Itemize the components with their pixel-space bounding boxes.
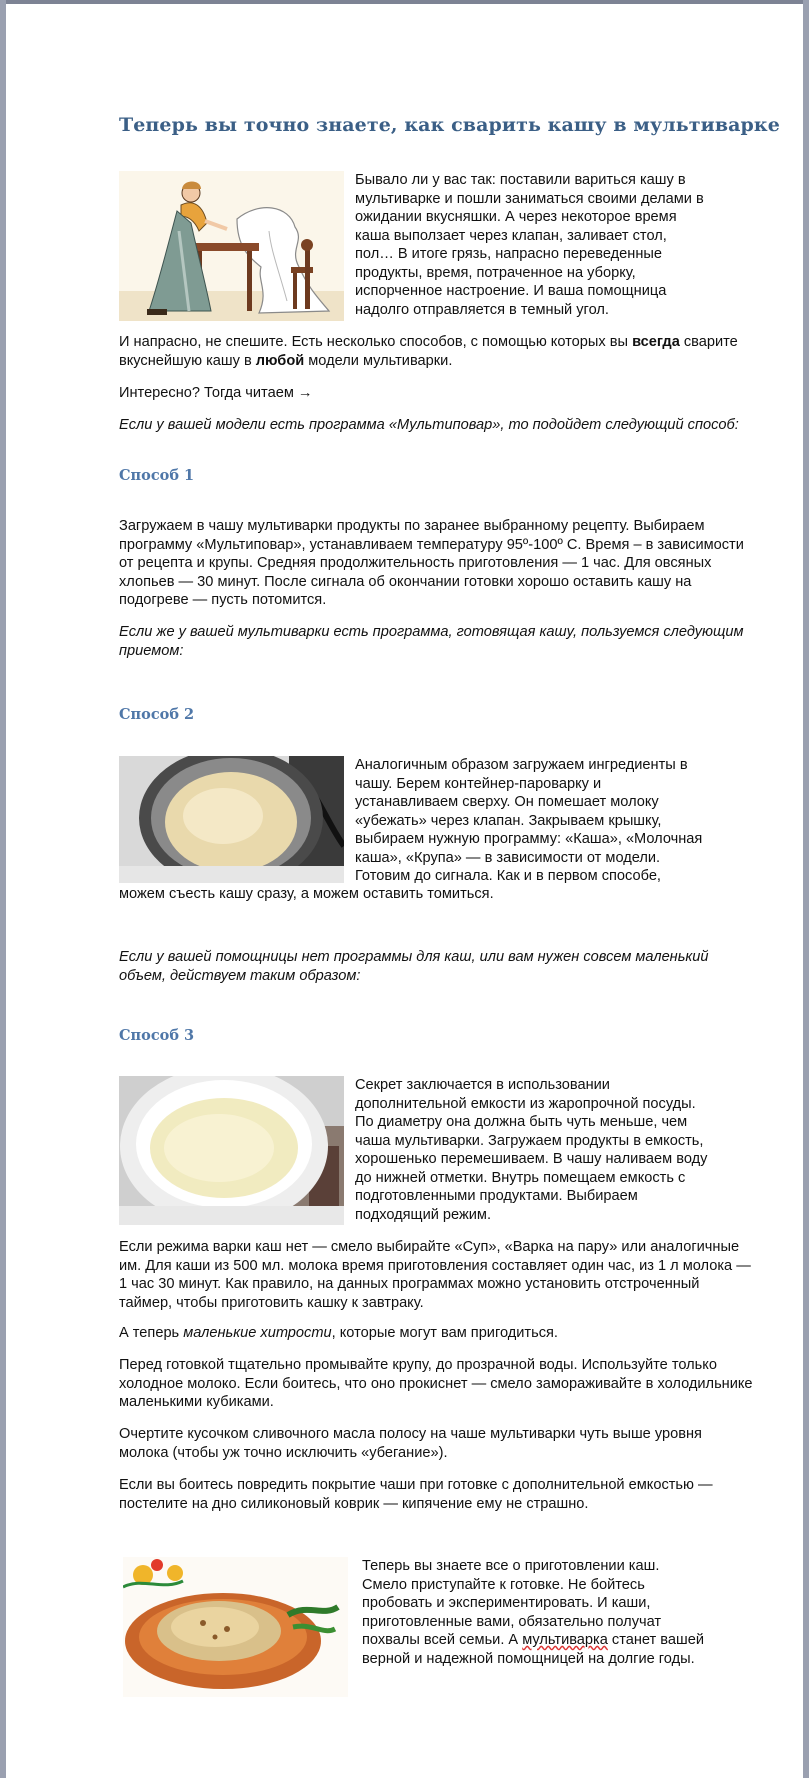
page-title: Теперь вы точно знаете, как сварить кашу в мультиварке xyxy=(119,114,780,136)
method-2-tail: можем съесть кашу сразу, а можем оставить томиться. xyxy=(119,886,494,902)
tip-3: Если вы боитесь повредить покрытие чаши при готовке с дополнительной емкостью — постелите на дно силиконовый коврик — кипячение ему не страшно. xyxy=(119,1477,713,1512)
method-3-line: до нижней отметки. Внутрь помещаем емкость с xyxy=(355,1169,686,1186)
method-2-line: выбираем нужную программу: «Каша», «Молочная xyxy=(355,831,703,847)
method-3-line: подходящий режим. xyxy=(355,1206,491,1223)
method-3-line: дополнительной емкости из жаропрочной посуды. xyxy=(355,1095,696,1112)
method-3-line: хорошенько перемешиваем. В чашу наливаем воду xyxy=(355,1151,708,1167)
method-3-after: Если режима варки каш нет — смело выбирайте «Суп», «Варка на пару» или аналогичные им. Для каши из 500 мл. молока время приготовления составляет один час, из 1 л молока — 1 час 30 минут. Как правило, на данных программах можно установить отстроченный таймер, чтобы приготовить кашку к завтраку. xyxy=(119,1239,751,1311)
porridge-plate-icon xyxy=(123,1557,348,1697)
method-3-line: По диаметру она должна быть чуть меньше, чем xyxy=(355,1114,688,1130)
outro-line: приготовленные вами, обязательно получат xyxy=(362,1613,662,1630)
intro-line: мультиварке и пошли заниматься своими делами в xyxy=(355,190,704,207)
cook-illustration-icon xyxy=(119,171,344,321)
method-2-line: устанавливаем сверху. Он помешает молоку xyxy=(355,794,659,810)
multicooker-bowl-icon xyxy=(119,1076,344,1225)
intro-paragraph-4: Если у вашей модели есть программа «Мультиповар», то подойдет следующий способ: xyxy=(119,417,739,433)
method-3-line: Секрет заключается в использовании xyxy=(355,1077,610,1093)
method-2-line: Аналогичным образом загружаем ингредиенты в xyxy=(355,757,688,773)
intro-line: каша выползает через клапан, заливает стол, xyxy=(355,227,667,244)
intro-paragraph-2: И напрасно, не спешите. Есть несколько способов, с помощью которых вы всегда сварите вкуснейшую кашу в любой модели мультиварки. xyxy=(119,334,738,369)
method-2-line: чашу. Берем контейнер-пароварку и xyxy=(355,775,602,792)
method-2-wrapped-paragraph xyxy=(355,756,755,886)
method-1-note: Если же у вашей мультиварки есть программа, готовящая кашу, пользуемся следующим приемом: xyxy=(119,624,744,659)
intro-paragraph-3: Интересно? Тогда читаем → xyxy=(119,385,313,401)
outro-line: верной и надежной помощницей на долгие годы. xyxy=(362,1650,695,1667)
outro-wrapped-paragraph xyxy=(362,1557,755,1668)
intro-line: испорченное настроение. И ваша помощница xyxy=(355,283,667,299)
method-1-text: Загружаем в чашу мультиварки продукты по заранее выбранному рецепту. Выбираем программу «Мультиповар», устанавливаем температуру 95º-100º С. Время – в зависимости от рецепта и крупы. Средняя продолжительность приготовления — 1 час. Для овсяных хлопьев — 30 минут. После сигнала об окончании готовки хорошо оставить кашу на подогреве — пусть потомится. xyxy=(119,518,744,608)
method-3-line: подготовленными продуктами. Выбираем xyxy=(355,1188,638,1204)
intro-wrapped-paragraph xyxy=(355,171,755,319)
method-2-line: каша», «Крупа» — в зависимости от модели. xyxy=(355,849,661,866)
outro-line: Смело приступайте к готовке. Не бойтесь xyxy=(362,1576,645,1593)
intro-line: продукты, время, потраченное на уборку, xyxy=(355,264,636,281)
intro-line: надолго отправляется в темный угол. xyxy=(355,301,609,318)
spellcheck-underlined-word: мультиварка xyxy=(522,1632,608,1648)
outro-line: Теперь вы знаете все о приготовлении каш. xyxy=(362,1558,660,1574)
method-2-note: Если у вашей помощницы нет программы для каш, или вам нужен совсем маленький объем, действуем таким образом: xyxy=(119,949,709,984)
method-2-line: «убежать» через клапан. Закрываем крышку, xyxy=(355,812,662,829)
tip-2: Очертите кусочком сливочного масла полосу на чаше мультиварки чуть выше уровня молока (чтобы уж точно исключить «убегание»). xyxy=(119,1426,702,1461)
method-2-heading: Способ 2 xyxy=(119,706,195,723)
method-3-heading: Способ 3 xyxy=(119,1027,195,1044)
document-page xyxy=(6,4,803,1778)
method-2-line: Готовим до сигнала. Как и в первом способе, xyxy=(355,868,661,884)
intro-line: пол… В итоге грязь, напрасно переведенные xyxy=(355,246,663,262)
method-3-wrapped-paragraph xyxy=(355,1076,755,1224)
tips-lead: А теперь маленькие хитрости, которые могут вам пригодиться. xyxy=(119,1325,558,1341)
outro-line: похвалы всей семьи. А мультиварка станет вашей xyxy=(362,1632,704,1648)
method-1-heading: Способ 1 xyxy=(119,467,195,484)
window-right-edge xyxy=(803,0,809,1778)
intro-line: Бывало ли у вас так: поставили вариться кашу в xyxy=(355,172,686,188)
intro-line: ожидании вкусняшки. А через некоторое время xyxy=(355,209,677,225)
method-3-line: чаша мультиварки. Загружаем продукты в емкость, xyxy=(355,1132,704,1149)
outro-line: пробовать и экспериментировать. И каши, xyxy=(362,1595,651,1611)
tip-1: Перед готовкой тщательно промывайте крупу, до прозрачной воды. Используйте только холодное молоко. Если боитесь, что оно прокиснет — смело замораживайте в холодильнике маленькими кубиками. xyxy=(119,1357,753,1410)
multicooker-porridge-icon xyxy=(119,756,344,883)
